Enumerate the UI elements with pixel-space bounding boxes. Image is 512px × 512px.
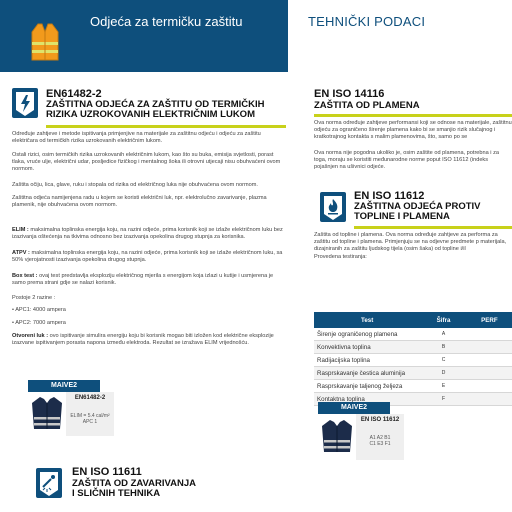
header-right-title: TEHNIČKI PODACI (308, 14, 426, 29)
s1-divider (46, 125, 286, 128)
th-sifra: Šifra (420, 312, 466, 328)
s3-heading (354, 202, 481, 222)
s1-open-label: Otvoreni luk : (12, 333, 49, 339)
prod2-line2: C1 E3 F1 (369, 441, 391, 447)
test-name: Konvektivna toplina (314, 341, 420, 354)
prod2-spec-box (356, 414, 404, 460)
arc-flash-icon (12, 88, 38, 118)
test-name: Radijacijska toplina (314, 354, 420, 367)
perf-cell (467, 367, 512, 380)
s1-box (12, 273, 288, 287)
table-row (314, 354, 512, 367)
s1-postoje: Postoje 2 razine : (12, 295, 56, 301)
welding-badge (36, 468, 62, 498)
s3-divider (354, 226, 512, 229)
s2-divider (314, 114, 512, 117)
s1-heading-line1: ZAŠTITNA ODJEĆA ZA ZAŠTITU OD TERMIČKIH (46, 99, 265, 110)
jacket-icon (320, 418, 354, 456)
s3-p1: Zaštita od topline i plamena. Ova norma određuje zahtjeve za performa za zaštitu od topline i plamena. Primjenjuju se na odjevne predmete p materijala, dizajniranih za zaštitu ljudskog tijela (osim šaka) od topline i/il (314, 232, 507, 253)
s1-box-label: Box test : (12, 273, 38, 279)
test-code: F (420, 393, 466, 406)
s2-heading: ZAŠTITA OD PLAMENA (314, 100, 420, 111)
s2-code: EN ISO 14116 (314, 88, 385, 100)
table-row (314, 367, 512, 380)
s4-code: EN ISO 11611 (72, 466, 142, 478)
perf-cell (467, 354, 512, 367)
flame-icon (320, 192, 346, 222)
prod1-image (30, 395, 64, 433)
table-row (314, 341, 512, 354)
s1-atpv-label: ATPV : (12, 250, 30, 256)
s4-heading (72, 479, 196, 499)
s1-p1: Određuje zahtjeve i metode ispitivanja primjenjive na materijale za zaštitnu odjeću i odjeću za zaštitu električara od termičkih rizika uzrokovanih električnim lukom. (12, 131, 261, 145)
s2-p2: Ova norma nije pogodna ukoliko je, osim zaštite od plamena, potrebna i za toga, moraju se koristiti međunarodne norme poput ISO 11612 (indeks pojašnjen na ušivnici odjeće. (314, 150, 500, 171)
s1-apc2: • APC2: 7000 ampera (12, 320, 66, 326)
tests-table (314, 312, 512, 406)
s1-p3: Zaštita očiju, lica, glave, ruku i stopala od rizika od električnog luka nije obuhvaćena ovom normom. (12, 182, 258, 188)
test-code: B (420, 341, 466, 354)
arc-flash-badge (12, 88, 38, 118)
s4-heading-line1: ZAŠTITA OD ZAVARIVANJA (72, 478, 197, 489)
th-test: Test (314, 312, 420, 328)
s1-elim-label: ELIM : (12, 227, 29, 233)
prod1-line2: APC 1 (82, 419, 98, 425)
perf-cell (467, 380, 512, 393)
s2-p1: Ova norma određuje zahtjeve performansi koji se odnose na materijale, zaštitnu odjeću za ograničeno širenje plamena kako bi se smanjio rizik slučajnog i kratkotrajnog kontakta s malim plamenovima, što, samo po se (314, 120, 512, 141)
s3-heading-line1: ZAŠTITNA ODJEĆA PROTIV (354, 201, 481, 212)
s1-open (12, 333, 288, 347)
s1-box-text: ovaj test predstavlja eksploziju električnog mjerila s energijom koja izlazi u kutije i usmjerena je samo prema strani gdje se nalazi korisnik. (12, 273, 274, 287)
test-code: A (420, 328, 466, 341)
table-row (314, 380, 512, 393)
welding-icon (36, 468, 62, 498)
s1-elim (12, 227, 288, 241)
s4-heading-line2: I SLIČNIH TEHNIKA (72, 487, 161, 499)
header-banner (0, 0, 288, 72)
header-left-title: Odjeća za termičku zaštitu (90, 14, 243, 29)
test-code: C (420, 354, 466, 367)
prod1-spec-box (66, 392, 114, 436)
prod2-line1: A1 A2 B1 (369, 435, 391, 441)
test-name: Širenje ograničenog plamena (314, 328, 420, 341)
test-name: Rasprskavanje taljenog željeza (314, 380, 420, 393)
flame-badge (320, 192, 346, 222)
s1-apc1: • APC1: 4000 ampera (12, 307, 66, 313)
s1-p4: Zaštitna odjeća namijenjena radu u kojem se koristi električni luk, npr. elektrolučno zavarivanje, plazma plamenik, nije obuhvaćena ovom normom. (12, 195, 267, 209)
prod2-image (320, 418, 354, 456)
prod1-line1: ELIM = 5.4 cal/m² (70, 413, 110, 419)
test-code: D (420, 367, 466, 380)
s1-code: EN61482-2 (46, 88, 102, 100)
s1-heading (46, 100, 265, 120)
test-name: Rasprskavanje čestica aluminija (314, 367, 420, 380)
safety-vest-icon (30, 22, 60, 62)
s1-elim-text: maksimalna toplinska energija koju, na razini odjeće, prima korisnik koji se izlaže električnom luku bez izazivanja oštećenja na tkivima odnosno bez izazivanja opekolina drugog stupnja za korisnika. (12, 227, 283, 241)
s1-atpv (12, 250, 288, 264)
s3-heading-line2: TOPLINE I PLAMENA (354, 210, 450, 222)
th-perf: PERF (467, 312, 512, 328)
s1-open-text: ovo ispitivanje simulira energiju koju bi korisnik mogao biti izložen kod električne eksplozije izazvane ispitivanjem porasta napona između elektroda. Rezultat se izražava ELIM vrijednošću. (12, 333, 274, 347)
s1-atpv-text: maksimalna toplinska energija koju, na razini odjeće, prima korisnik koji se izlaže električnom luku, sa 50% vjerojatnosti izazivanja opekolina drugog stupnja. (12, 250, 283, 264)
s3-code: EN ISO 11612 (354, 190, 425, 202)
perf-cell (467, 328, 512, 341)
table-header-row (314, 312, 512, 328)
jacket-icon (30, 395, 64, 433)
s1-p2: Ostali rizici, osim termičkih rizika uzrokovanih električnim lukom, kao što su buka, emisija svjetlosti, porast tlaka, vruće ulje, električni udar, posljedice fizičkog i mentalnog šoka ili otrovni utjecaji nisu obuhvaćeni ovom normom. (12, 152, 281, 173)
perf-cell (467, 341, 512, 354)
prod1-name: MAIVE2 (28, 380, 100, 392)
perf-cell (467, 393, 512, 406)
prod2-name: MAIVE2 (318, 402, 390, 414)
table-row (314, 328, 512, 341)
s1-heading-line2: RIZIKA UZROKOVANIH ELEKTRIČNIM LUKOM (46, 108, 255, 120)
test-code: E (420, 380, 466, 393)
prod2-code: EN ISO 11612 (360, 417, 400, 423)
test-name: Kontaktna toplina (314, 393, 420, 406)
prod1-code: EN61482-2 (74, 395, 106, 401)
s3-p2: Provedena testiranja: (314, 254, 367, 260)
